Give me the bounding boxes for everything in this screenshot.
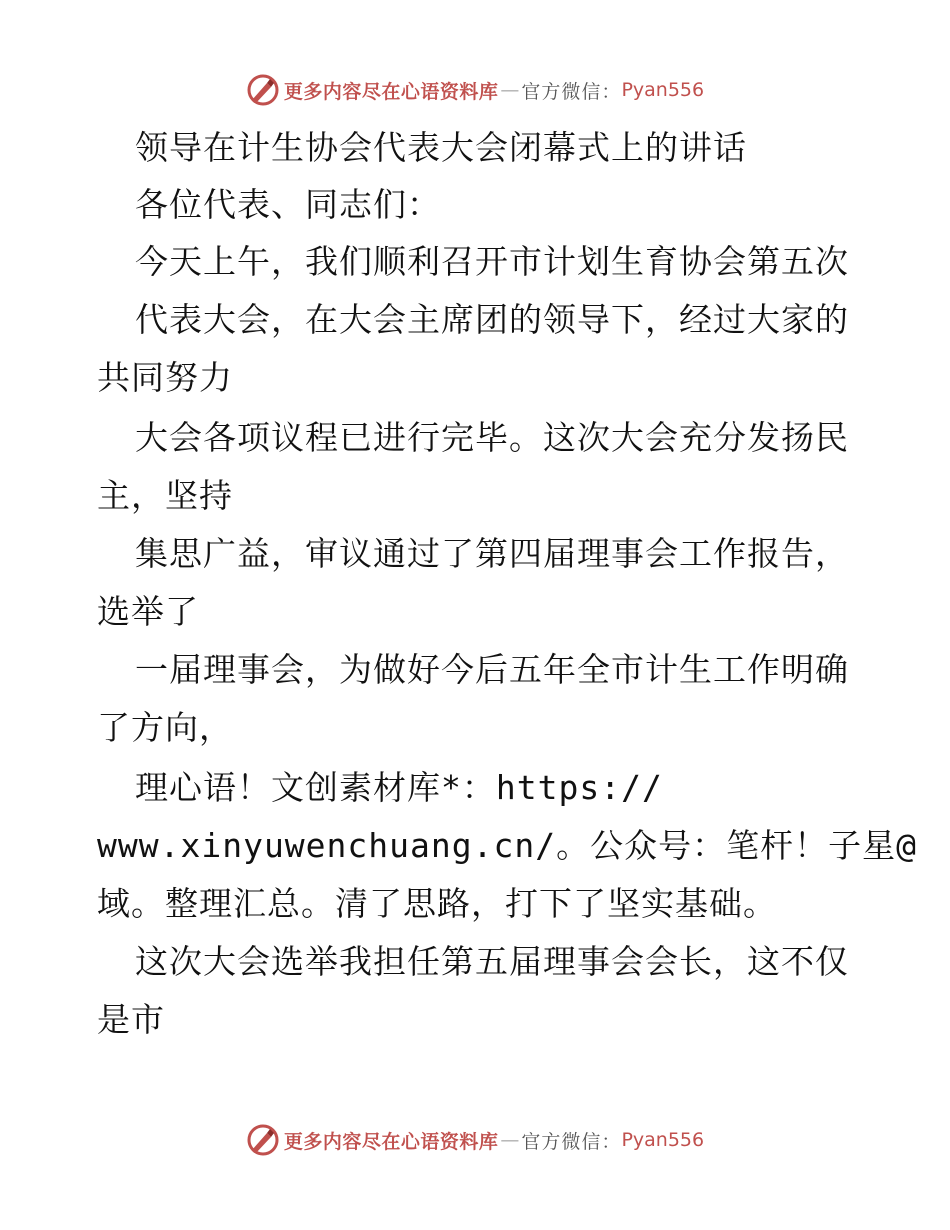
- text-line: 了方向，: [97, 708, 233, 747]
- banner-dash: —: [500, 1129, 520, 1151]
- text-line: 一届理事会，为做好今后五年全市计生工作明确: [135, 650, 849, 689]
- banner-main-text: 更多内容尽在心语资料库: [283, 1130, 499, 1153]
- header-banner: [0, 70, 950, 110]
- text-line: 理心语！文创素材库*：https://: [135, 768, 663, 807]
- banner-wechat-id: Pyan556: [621, 79, 705, 101]
- text-line: 共同努力: [97, 358, 233, 397]
- text-line: www.xinyuwenchuang.cn/。公众号：笔杆！子星@: [97, 826, 917, 865]
- banner-dash: —: [500, 79, 520, 101]
- banner-wechat-label: 官方微信：: [521, 1130, 622, 1153]
- text-line: 选举了: [97, 592, 199, 631]
- text-line: 域。整理汇总。清了思路，打下了坚实基础。: [97, 884, 777, 923]
- speech-title: 领导在计生协会代表大会闭幕式上的讲话: [135, 128, 747, 167]
- pen-logo-icon: [246, 1123, 280, 1157]
- text-line: 今天上午，我们顺利召开市计划生育协会第五次: [135, 242, 849, 281]
- footer-banner: [0, 1120, 950, 1160]
- text-line: 代表大会，在大会主席团的领导下，经过大家的: [135, 300, 849, 339]
- text-line: 是市: [97, 1000, 165, 1039]
- text-line: 主，坚持: [97, 476, 233, 515]
- salutation: 各位代表、同志们：: [135, 185, 441, 224]
- banner-wechat-label: 官方微信：: [521, 80, 622, 103]
- banner-main-text: 更多内容尽在心语资料库: [283, 80, 499, 103]
- text-line: 这次大会选举我担任第五届理事会会长，这不仅: [135, 942, 849, 981]
- pen-logo-icon: [246, 73, 280, 107]
- banner-wechat-id: Pyan556: [621, 1129, 705, 1151]
- text-line: 集思广益，审议通过了第四届理事会工作报告，: [135, 534, 849, 573]
- text-line: 大会各项议程已进行完毕。这次大会充分发扬民: [135, 418, 849, 457]
